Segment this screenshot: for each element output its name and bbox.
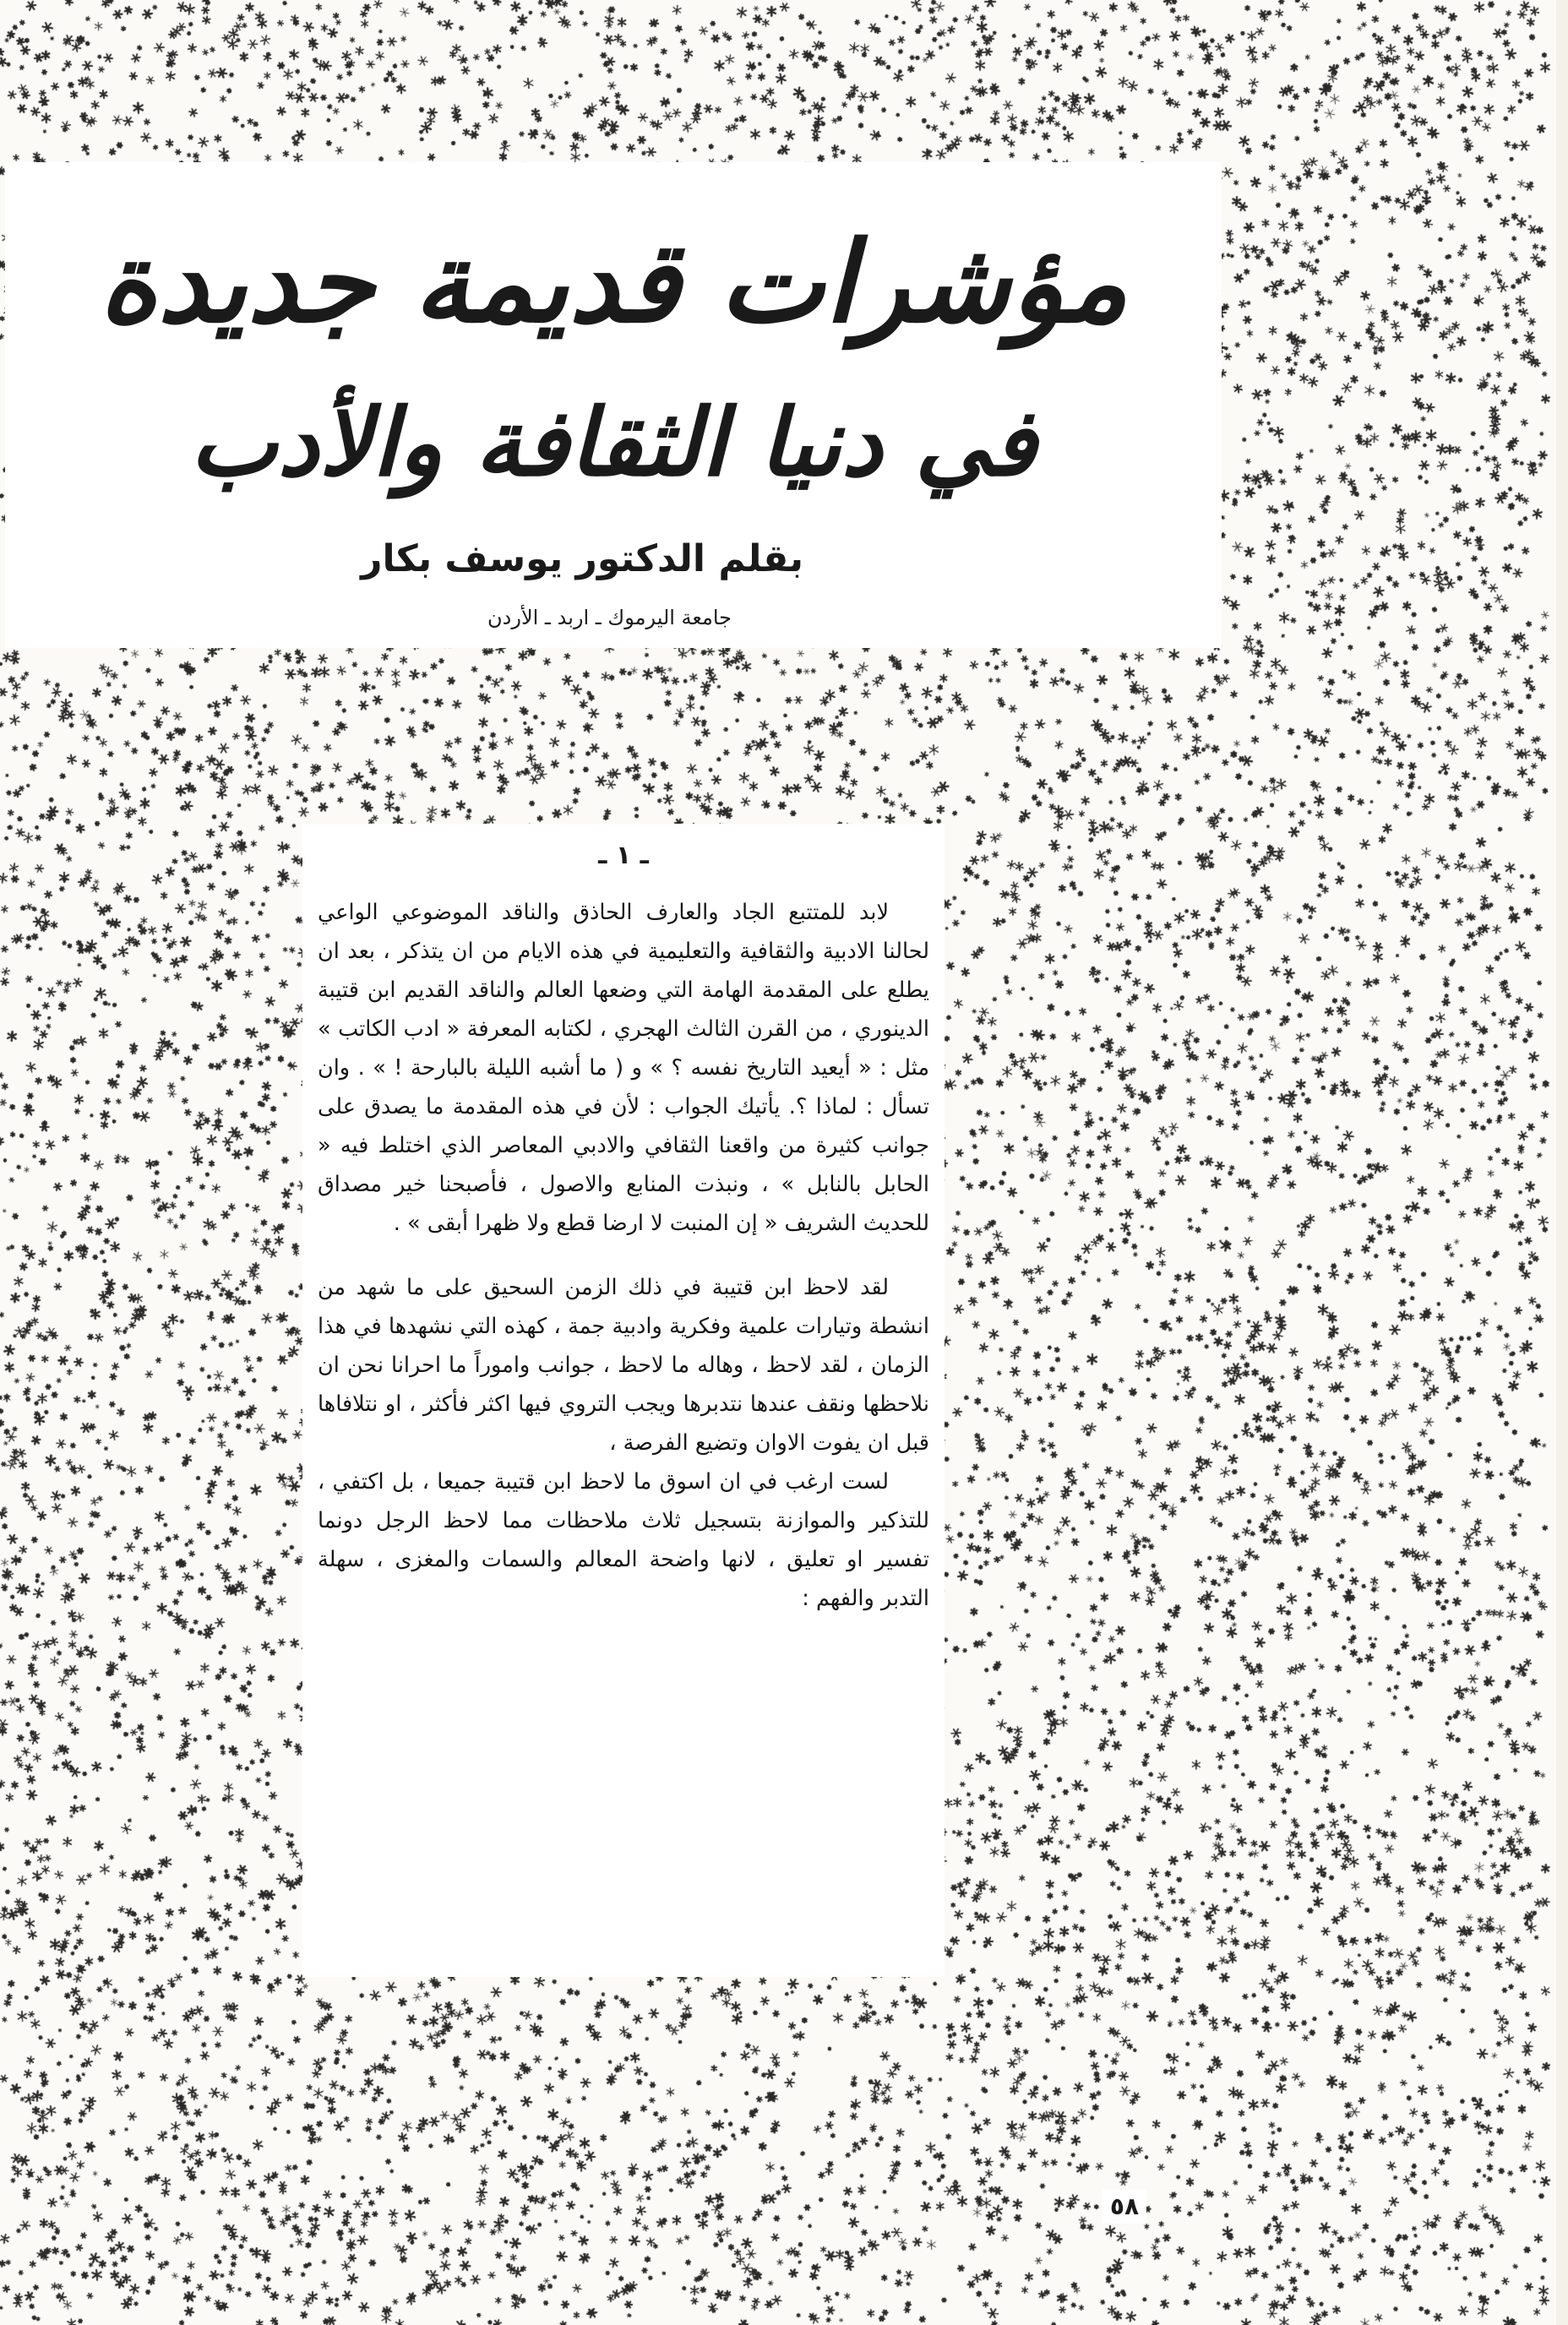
- author-affiliation: جامعة اليرموك ـ اربد ـ الأردن: [487, 606, 732, 629]
- section-number: ـ ١ ـ: [598, 841, 649, 870]
- page-number: ٥٨: [1102, 2190, 1146, 2224]
- paragraph: لست ارغب في ان اسوق ما لاحظ ابن قتيبة جميعا ، بل اكتفي ، للتذكير والموازنة بتسجيل ثلاث ملاحظات مما لاحظ الرجل دونما تفسير او تعليق ، لانها واضحة المعالم والسمات والمغزى ، سهلة التدبر والفهم :: [318, 1469, 929, 1611]
- title-panel: [5, 162, 1222, 648]
- author-byline: بقلم الدكتور يوسف بكار: [361, 537, 803, 580]
- article-title: مؤشرات قديمة جديدة: [99, 217, 1128, 348]
- paragraph: لقد لاحظ ابن قتيبة في ذلك الزمن السحيق على ما شهد من انشطة وتيارات علمية وفكرية وادبية جمة ، كهذه التي نشهدها في هذا الزمان ، لقد لاحظ ، وهاله ما لاحظ ، جوانب واموراً ما احرانا نحن ان نلاحظها ونقف عندها نتدبرها ويجب التروي فيها اكثر فأكثر ، او نتلافاها قبل ان يفوت الاوان وتضيع الفرصة ،: [318, 1275, 929, 1456]
- article-subtitle: في دنيا الثقافة والأدب: [189, 388, 1037, 497]
- paragraph: لابد للمتتبع الجاد والعارف الحاذق والناقد الموضوعي الواعي لحالنا الادبية والثقافية والتعليمية في هذه الايام من ان يتذكر ، بعد ان يطلع على المقدمة الهامة التي وضعها العالم والناقد القديم ابن قتيبة الدينوري ، من القرن الثالث الهجري ، لكتابه المعرفة « ادب الكاتب » مثل : « أيعيد التاريخ نفسه ؟ » و ( ما أشبه الليلة بالبارحة ! » . وان تسأل : لماذا ؟. يأتيك الجواب : لأن في هذه المقدمة ما يصدق على جوانب كثيرة من واقعنا الثقافي والادبي المعاصر الذي اختلط فيه « الحابل بالنابل » ، ونبذت المنابع والاصول ، فأصبحنا خير مصداق للحديث الشريف « إن المنبت لا ارضا قطع ولا ظهرا أبقى » .: [318, 900, 929, 1236]
- page-edge: [1556, 0, 1568, 2325]
- article-body-panel: [302, 824, 945, 1977]
- article-text: [318, 893, 929, 1618]
